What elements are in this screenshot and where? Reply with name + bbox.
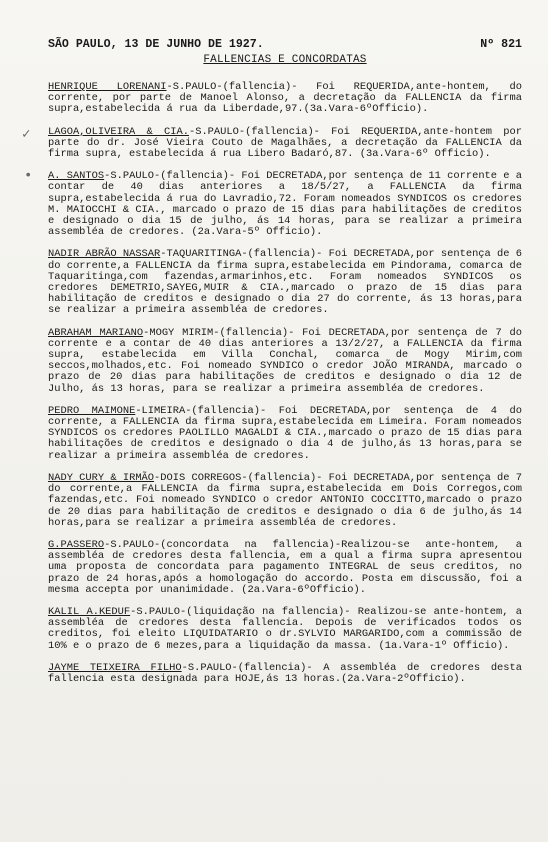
notice-entry	[48, 540, 522, 596]
notice-text: -S.PAULO-(fallencia)- Foi REQUERIDA,ante-hontem por parte do dr. José Vieira Couto de Magalhães, a decretação da FALLENCIA da firma supra, estabelecida á rua Libero Badaró,87. (3a.Vara-6º Officio).	[48, 125, 522, 161]
notice-text: -MOGY MIRIM-(fallencia)- Foi DECRETADA,por sentença de 7 do corrente e a contar de 40 dias anteriores a 13/2/27, a FALLENCIA da firma supra, estabelecida em Villa Conchal, comarca de Mogy Mirim,com seccos,molhados,etc. Foi nomeado SYNDICO o credor JOÃO MIRANDA, marcado o prazo de 20 dias para habilitações de creditos e designado o dia 12 de Julho, ás 13 horas, para se realizar a primeira assembléa de credores.	[48, 326, 523, 395]
section-heading: FALLENCIAS E CONCORDATAS	[203, 54, 367, 66]
notice-text: -S.PAULO-(liquidação na fallencia)- Realizou-se ante-hontem, a assembléa de credores desta fallencia. Depois de verificados todos os creditos, foi eleito LIQUIDATARIO o dr.SYLVIO MARGARIDO,com a commissão de 10% e o prazo de 6 mezes,para a liquidação da massa. (1a.Vara-1º Officio).	[48, 605, 522, 652]
pencil-mark-icon: •	[24, 168, 33, 184]
notice-party: G.PASSERO	[48, 538, 105, 551]
notice-text: -S.PAULO-(fallencia)- Foi DECRETADA,por sentença de 11 corrente e a contar de 40 dias anteriores a 18/5/27, a FALLENCIA da firma supra,estabelecida á rua do Lavradio,72. Foram nomeados SYNDICOS os credores M. MAIOCCHI & CIA., marcado o prazo de 15 dias para habilitações de creditos e designado o dia 15 de julho, ás 14 horas, para se realizar a primeira assembléa de credores. (2a.Vara-5º Officio).	[48, 170, 522, 239]
notice-text: -S.PAULO-(concordata na fallencia)-Realizou-se ante-hontem, a assembléa de credores desta fallencia, em a qual a firma supra apresentou uma proposta de concordata para pagamento INTEGRAL de seus creditos, no prazo de 24 horas,após a homologação do accordo. Posta em discussão, foi a mesma accepta por unanimidade. (2a.Vara-6ºOfficio).	[48, 538, 522, 596]
notice-entry	[48, 328, 522, 395]
notice-party: NADY CURY & IRMÃO	[48, 471, 155, 484]
document-date: SÃO PAULO, 13 DE JUNHO DE 1927.	[48, 38, 264, 51]
notice-entry	[48, 171, 522, 238]
notice-party: KALIL A.KEDUF	[48, 605, 131, 618]
notice-text: -DOIS CORREGOS-(fallencia)- Foi DECRETADA,por sentença de 7 do corrente,a FALLENCIA da firma supra,estabelecida em Dois Corregos,com fazendas,etc. Foi nomeado SYNDICO o credor ANTONIO COCCITTO,marcado o prazo de 20 dias para habilitação de creditos e designado o dia 6 de julho,ás 14 horas,para se realizar a primeira assembléa de credores.	[48, 471, 522, 529]
notice-party: JAYME TEIXEIRA FILHO	[48, 661, 182, 674]
notice-party: HENRIQUE LORENANI	[48, 81, 167, 93]
notice-party: LAGOA,OLIVEIRA & CIA.	[48, 125, 189, 138]
notice-text: -S.PAULO-(fallencia)- A assembléa de credores desta fallencia esta designada para HOJE,ás 13 horas.(2a.Vara-2ºOfficio).	[48, 661, 522, 685]
notice-text: -TAQUARITINGA-(fallencia)- Foi DECRETADA,por sentença de 6 do corrente,a FALLENCIA da firma supra,estabelecida em Pindorama, comarca de Taquaritinga,com fazendas,armarinhos,etc. Foram nomeados SYNDICOS os credores DEMETRIO,SAYEG,MUIR & CIA.,marcado o prazo de 15 dias para habilitação de creditos e designado o dia 27 do corrente, ás 13 horas,para se realizar a primeira assembléa de credores.	[48, 248, 522, 317]
document-number: Nº 821	[480, 38, 522, 51]
notice-entry	[48, 82, 522, 116]
notice-text: -LIMEIRA-(fallencia)- Foi DECRETADA,por sentença de 4 do corrente, a FALLENCIA da firma supra,estabelecida em Limeira. Foram nomeados SYNDICOS os credores PAOLILLO MAGALDI & CIA.,marcado o prazo de 15 dias para habilitações de creditos e designado o dia 4 de julho,ás 13 horas,para se realizar a primeira assembléa de credores.	[48, 404, 522, 462]
pencil-mark-icon: ✓	[22, 127, 31, 143]
notice-entry	[48, 473, 522, 529]
notice-party: NADIR ABRÃO NASSAR	[48, 248, 161, 261]
notice-entry	[48, 406, 522, 462]
notice-entry	[48, 127, 522, 161]
document-header	[48, 38, 522, 64]
notice-text: -S.PAULO-(fallencia)- Foi REQUERIDA,ante-hontem, do corrente, por parte de Manoel Alonso, a decretação da FALLENCIA da firma supra,estabelecida á rua da Liberdade,97.(3a.Vara-6ºOfficio).	[48, 81, 522, 116]
notice-party: PEDRO MAIMONE	[48, 404, 136, 417]
notice-entry	[48, 607, 522, 652]
notice-entry	[48, 663, 522, 685]
notice-party: A. SANTOS	[48, 170, 105, 183]
notice-party: ABRAHAM MARIANO	[48, 326, 144, 339]
notice-entry	[48, 249, 522, 316]
